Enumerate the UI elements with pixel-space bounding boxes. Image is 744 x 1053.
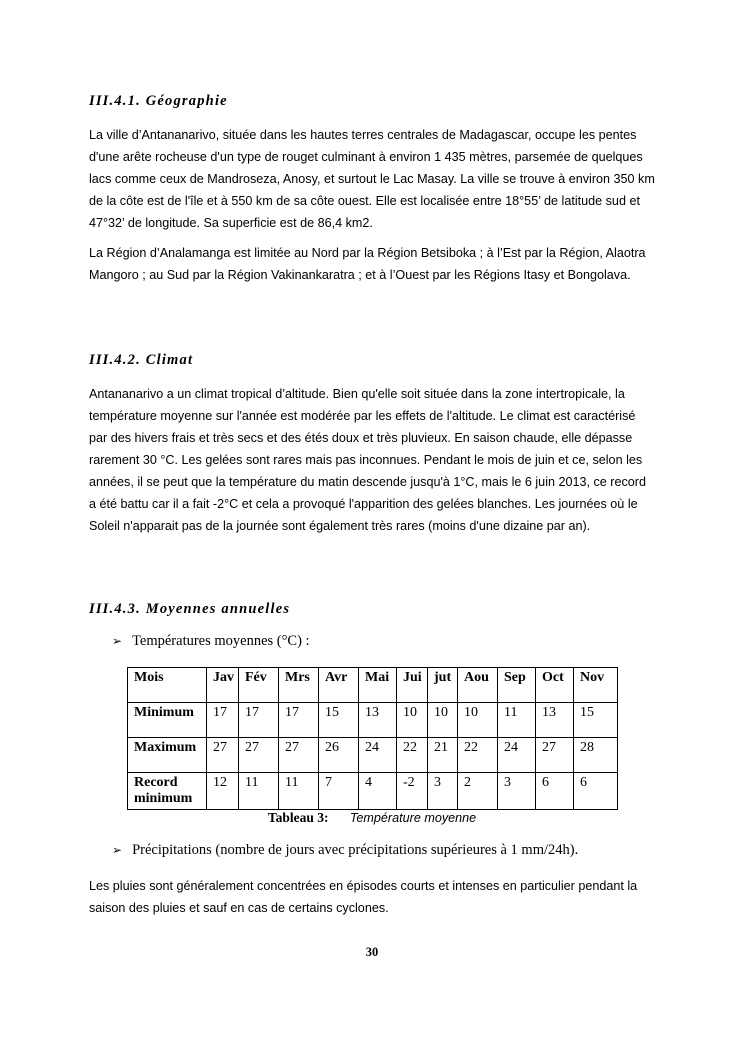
table-row [128,703,618,738]
table-header-cell: Mai [359,668,397,703]
table-row [128,738,618,773]
table-cell: 27 [536,738,574,773]
table-cell: 24 [359,738,397,773]
bullet-precipitations [112,842,578,859]
table-header-cell: Nov [574,668,618,703]
table-caption-title: Température moyenne [349,811,477,825]
table-row-label: Minimum [128,703,207,738]
table-cell: 11 [279,773,319,810]
table-header-cell: Avr [319,668,359,703]
table-cell: 6 [574,773,618,810]
table-cell: 11 [239,773,279,810]
table-row-label: Maximum [128,738,207,773]
table-header-cell: Sep [498,668,536,703]
table-cell: 6 [536,773,574,810]
section-heading-climat: III.4.2. Climat [89,352,194,368]
table-header-cell: Oct [536,668,574,703]
paragraph-geographie-2: La Région d’Analamanga est limitée au Nord par la Région Betsiboka ; à l’Est par la Région, Alaotra Mangoro ; au Sud par la Région Vakinankaratra ; et à l’Ouest par les Régions Itasy et Bongolava. [89,246,646,282]
table-cell: 7 [319,773,359,810]
table-cell: 17 [207,703,239,738]
table-cell: 15 [319,703,359,738]
paragraph-climat: Antananarivo a un climat tropical d’altitude. Bien qu'elle soit située dans la zone intertropicale, la température moyenne sur l'année est modérée par les effets de l'altitude. Le climat est caractérisé par des hivers frais et très secs et des étés doux et très pluvieux. En saison chaude, elle dépasse rarement 30 °C. Les gelées sont rares mais pas inconnues. Pendant le mois de juin et ce, selon les années, il se peut que la température du matin descende jusqu'à 1°C, mais le 6 juin 2013, ce record a été battu car il a fait -2°C et cela a provoqué l'apparition des gelées blanches. Les journées où le Soleil n'apparait pas de la journée sont également très rares (moins d'une dizaine par an). [89,387,647,533]
table-cell: 4 [359,773,397,810]
table-caption-label: Tableau 3: [267,810,329,825]
paragraph-geographie-1: La ville d’Antananarivo, située dans les hautes terres centrales de Madagascar, occupe les pentes d'une arête rocheuse d'un type de rouget culminant à environ 1 435 mètres, parsemée de quelques lacs comme ceux de Mandroseza, Anosy, et surtout le Lac Masay. La ville se trouve à environ 350 km de la côte est de l'île et à 550 km de sa côte ouest. Elle est localisée entre 18°55’ de latitude sud et 47°32’ de longitude. Sa superficie est de 86,4 km2. [89,128,655,230]
table-cell: 3 [498,773,536,810]
table-cell: 10 [458,703,498,738]
table-header-cell: Jui [397,668,428,703]
table-cell: 12 [207,773,239,810]
arrow-bullet-icon: ➢ [112,634,123,648]
table-cell: 27 [279,738,319,773]
table-cell: 27 [239,738,279,773]
table-header-cell: jut [428,668,458,703]
table-cell: 11 [498,703,536,738]
table-cell: 13 [536,703,574,738]
section-heading-geographie: III.4.1. Géographie [89,93,228,109]
arrow-bullet-icon: ➢ [112,843,123,857]
bullet-precipitations-label: Précipitations (nombre de jours avec précipitations supérieures à 1 mm/24h). [132,842,579,858]
temperature-table [127,667,618,810]
table-header-row [128,668,618,703]
paragraph-pluies: Les pluies sont généralement concentrées en épisodes courts et intenses en particulier pendant la saison des pluies et sauf en cas de certains cyclones. [89,879,638,915]
table-row [128,773,618,810]
table-cell: 22 [458,738,498,773]
table-header-cell: Fév [239,668,279,703]
table-cell: 17 [239,703,279,738]
table-cell: 17 [279,703,319,738]
table-cell: -2 [397,773,428,810]
table-header-cell: Mrs [279,668,319,703]
table-cell: 10 [397,703,428,738]
table-cell: 15 [574,703,618,738]
table-header-cell: Jav [207,668,239,703]
table-cell: 13 [359,703,397,738]
table-row-label: Record minimum [128,773,207,810]
table-cell: 21 [428,738,458,773]
section-heading-moyennes: III.4.3. Moyennes annuelles [89,601,291,617]
table-header-cell: Aou [458,668,498,703]
table-cell: 24 [498,738,536,773]
table-cell: 26 [319,738,359,773]
table-caption [0,810,744,826]
table-cell: 28 [574,738,618,773]
bullet-temperatures-label: Températures moyennes (°C) : [132,633,310,649]
table-cell: 27 [207,738,239,773]
table-cell: 3 [428,773,458,810]
page-number: 30 [365,945,379,959]
table-cell: 2 [458,773,498,810]
table-header-cell: Mois [128,668,207,703]
table-cell: 10 [428,703,458,738]
bullet-temperatures [112,633,310,650]
table-cell: 22 [397,738,428,773]
